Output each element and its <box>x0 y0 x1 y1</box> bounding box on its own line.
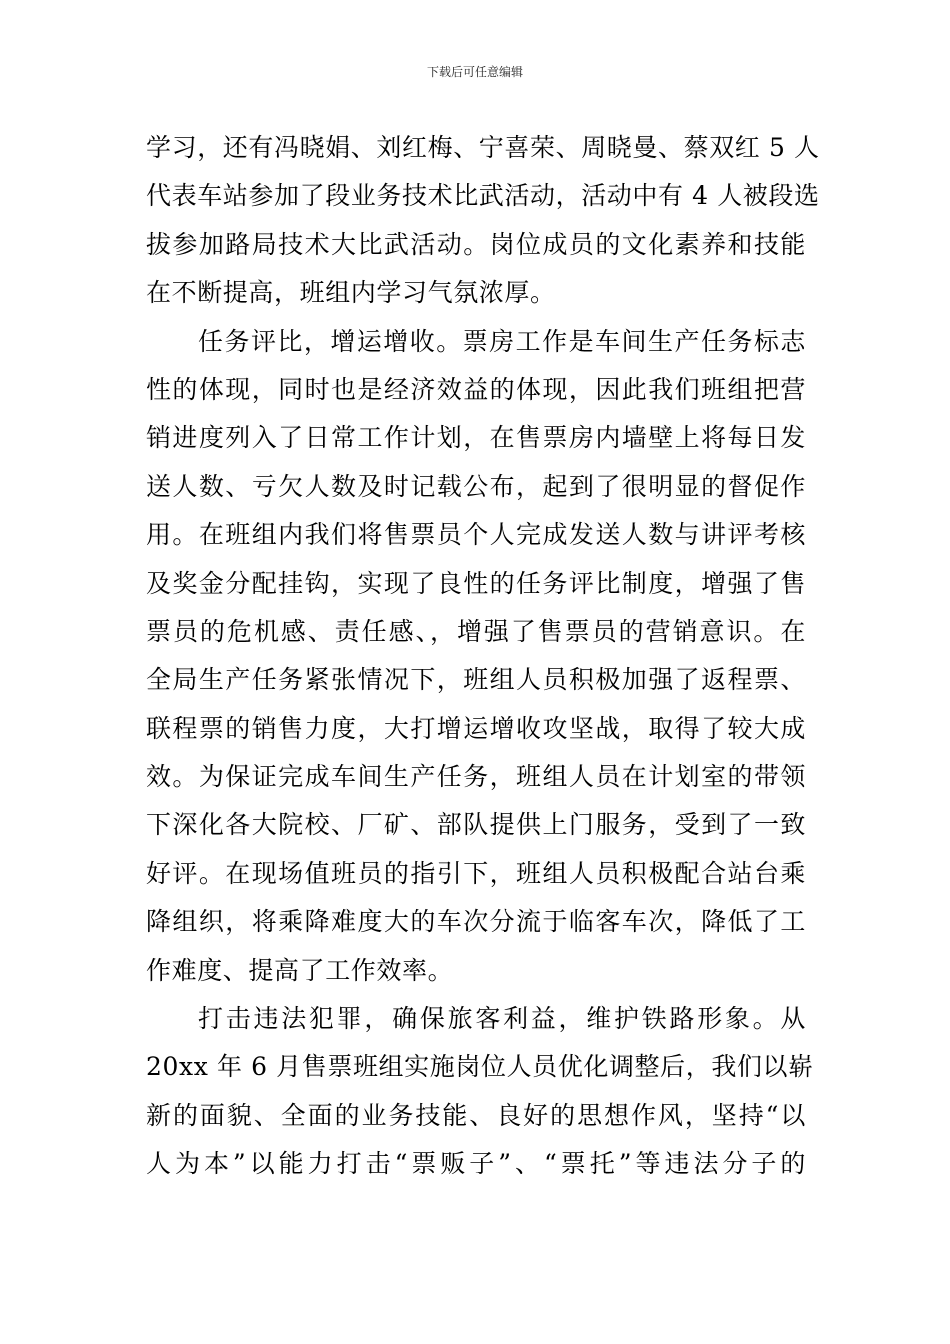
text-line: 人为本”以能力打击“票贩子”、“票托”等违法分子的 <box>146 1149 806 1179</box>
text-line: 拔参加路局技术大比武活动。岗位成员的文化素养和技能 <box>146 229 806 259</box>
page-header: 下载后可任意编辑 <box>426 65 523 79</box>
text-line: 效。为保证完成车间生产任务，班组人员在计划室的带领 <box>146 762 806 792</box>
text-line: 好评。在现场值班员的指引下，班组人员积极配合站台乘 <box>146 858 806 888</box>
text-line: 用。在班组内我们将售票员个人完成发送人数与讲评考核 <box>146 520 806 550</box>
text-line: 及奖金分配挂钩，实现了良性的任务评比制度，增强了售 <box>146 568 806 598</box>
text-line: 代表车站参加了段业务技术比武活动，活动中有 4 人被段选 <box>146 181 820 211</box>
text-line: 学习，还有冯晓娟、刘红梅、宁喜荣、周晓曼、蔡双红 5 人 <box>146 133 820 162</box>
text-line: 送人数、亏欠人数及时记载公布，起到了很明显的督促作 <box>146 471 806 501</box>
text-line: 性的体现，同时也是经济效益的体现，因此我们班组把营 <box>146 374 806 404</box>
paragraph-first-line: 任务评比，增运增收。票房工作是车间生产任务标志 <box>198 326 806 356</box>
text-line: 作难度、提高了工作效率。 <box>146 955 454 985</box>
text-line: 在不断提高，班组内学习气氛浓厚。 <box>146 278 556 308</box>
text-line: 下深化各大院校、厂矿、部队提供上门服务，受到了一致 <box>146 810 806 840</box>
text-line: 全局生产任务紧张情况下，班组人员积极加强了返程票、 <box>146 665 806 695</box>
document-body <box>146 124 820 1189</box>
text-line: 20xx 年 6 月售票班组实施岗位人员优化调整后，我们以崭 <box>146 1052 814 1082</box>
text-line: 降组织，将乘降难度大的车次分流于临客车次，降低了工 <box>146 907 806 937</box>
text-line: 联程票的销售力度，大打增运增收攻坚战，取得了较大成 <box>146 713 806 743</box>
text-line: 新的面貌、全面的业务技能、良好的思想作风，坚持“以 <box>146 1100 806 1130</box>
text-line: 票员的危机感、责任感、，增强了售票员的营销意识。在 <box>146 616 806 646</box>
paragraph-first-line: 打击违法犯罪，确保旅客利益，维护铁路形象。从 <box>198 1004 806 1034</box>
text-line: 销进度列入了日常工作计划，在售票房内墙壁上将每日发 <box>146 423 806 453</box>
